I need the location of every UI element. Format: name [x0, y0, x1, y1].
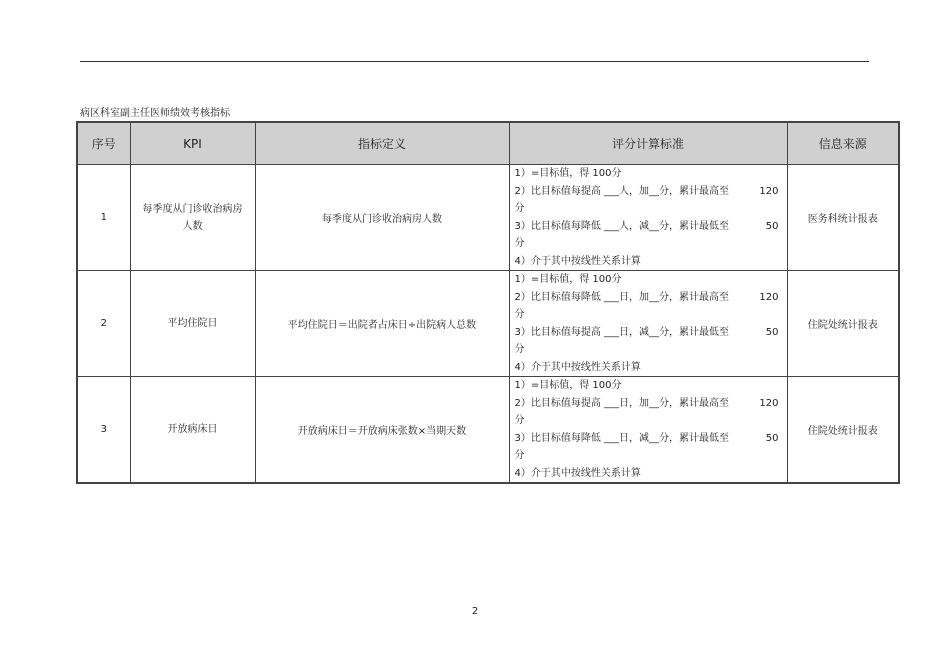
- criteria-line: 分: [514, 203, 525, 214]
- criteria-line: 4）介于其中按线性关系计算: [514, 467, 641, 479]
- criteria-line: 分: [514, 238, 525, 249]
- criteria-line: [515, 430, 787, 448]
- criteria-line: [515, 289, 787, 307]
- header-kpi: KPI: [130, 122, 255, 165]
- table-header-row: [77, 122, 899, 165]
- criteria-line: 分: [514, 450, 525, 461]
- table-row: [77, 377, 899, 484]
- criteria-value: 50: [765, 326, 779, 338]
- page-number: 2: [471, 606, 479, 617]
- row-definition: 开放病床日＝开放病床张数×当期天数: [255, 377, 509, 484]
- criteria-line: 4）介于其中按线性关系计算: [514, 361, 641, 373]
- row-kpi: [130, 271, 255, 377]
- criteria-text: 3）比目标值每降低 ___日，减__分，累计最低至: [514, 432, 730, 444]
- criteria-value: 120: [759, 185, 779, 197]
- criteria-line: [515, 324, 787, 342]
- criteria-value: 120: [759, 397, 779, 409]
- criteria-text: 3）比目标值每提高 ___日，减__分，累计最低至: [514, 326, 730, 338]
- row-kpi-text: 平均住院日: [167, 318, 218, 329]
- criteria-line: [515, 183, 787, 201]
- row-kpi-text: 每季度从门诊收治病房人数: [142, 203, 243, 232]
- kpi-table: [76, 121, 900, 484]
- header-source: 信息来源: [787, 122, 899, 165]
- criteria-value: 50: [765, 432, 779, 444]
- header-criteria: 评分计算标准: [509, 122, 787, 165]
- row-criteria: [509, 377, 787, 484]
- criteria-line: 分: [514, 344, 525, 355]
- row-kpi-text: 开放病床日: [167, 424, 218, 435]
- table-caption: 病区科室副主任医师绩效考核指标: [80, 108, 230, 119]
- criteria-text: 2）比目标值每提高 ___日，加__分，累计最高至: [514, 397, 730, 409]
- row-seq: 1: [77, 165, 130, 271]
- row-source: 医务科统计报表: [787, 165, 899, 271]
- row-source: 住院处统计报表: [787, 271, 899, 377]
- criteria-line: 1）=目标值，得 100分: [514, 380, 622, 391]
- criteria-text: 3）比目标值每降低 ___人，减__分，累计最低至: [514, 220, 730, 232]
- criteria-value: 120: [759, 291, 779, 303]
- criteria-line: [515, 218, 787, 236]
- criteria-line: [515, 395, 787, 413]
- header-seq: 序号: [77, 122, 130, 165]
- row-kpi: [130, 377, 255, 484]
- row-kpi: [130, 165, 255, 271]
- header-definition: 指标定义: [255, 122, 509, 165]
- row-definition: 平均住院日＝出院者占床日÷出院病人总数: [255, 271, 509, 377]
- row-criteria: [509, 271, 787, 377]
- row-definition: 每季度从门诊收治病房人数: [255, 165, 509, 271]
- criteria-value: 50: [765, 220, 779, 232]
- criteria-text: 2）比目标值每降低 ___日，加__分，累计最高至: [514, 291, 730, 303]
- criteria-line: 4）介于其中按线性关系计算: [514, 255, 641, 267]
- row-source: 住院处统计报表: [787, 377, 899, 484]
- criteria-line: 1）=目标值，得 100分: [514, 168, 622, 179]
- table-row: [77, 165, 899, 271]
- table-row: [77, 271, 899, 377]
- header-rule: [80, 61, 869, 62]
- criteria-line: 分: [514, 309, 525, 320]
- criteria-text: 2）比目标值每提高 ___人，加__分，累计最高至: [514, 185, 730, 197]
- row-criteria: [509, 165, 787, 271]
- criteria-line: 分: [514, 415, 525, 426]
- row-seq: 2: [77, 271, 130, 377]
- criteria-line: 1）=目标值，得 100分: [514, 274, 622, 285]
- row-seq: 3: [77, 377, 130, 484]
